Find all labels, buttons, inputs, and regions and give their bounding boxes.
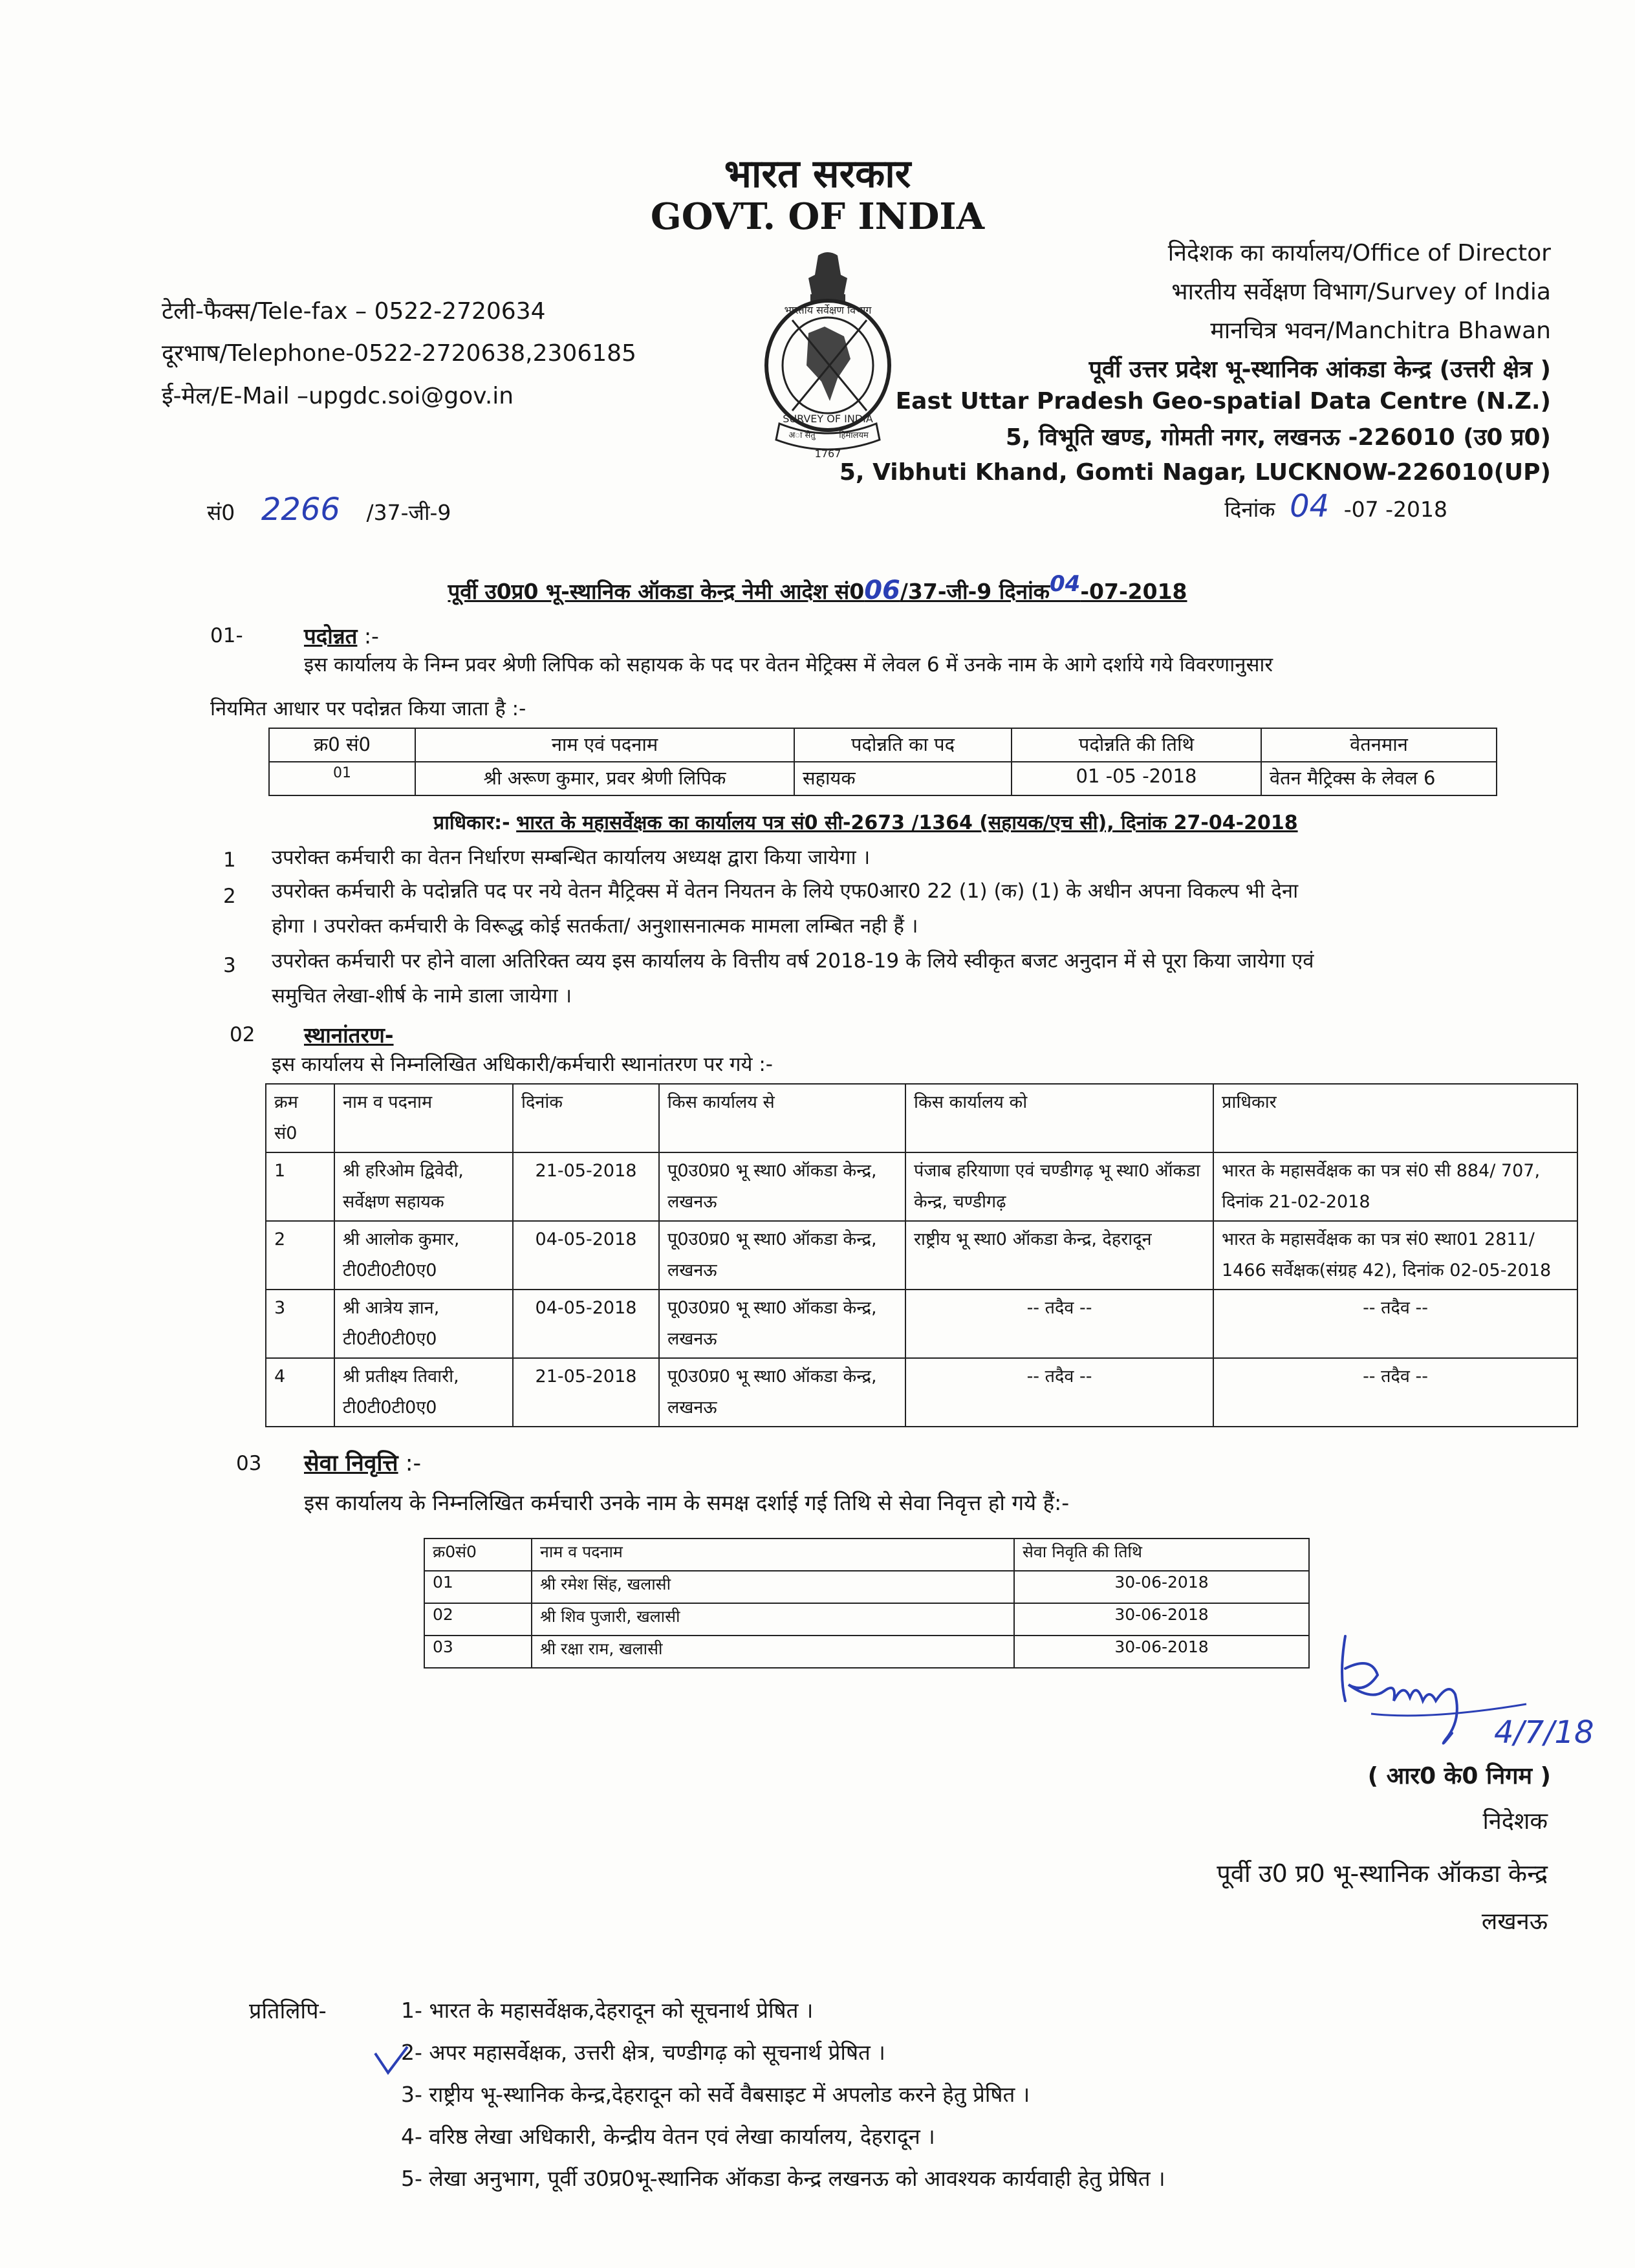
section3-number: 03 xyxy=(236,1452,262,1475)
signatory-designation: निदेशक xyxy=(1482,1808,1548,1835)
copy-to-item-4: 4- वरिष्ठ लेखा अधिकारी, केन्द्रीय वेतन एवं लेखा कार्यालय, देहरादून । xyxy=(401,2124,935,2149)
cell-sno: 2 xyxy=(266,1221,334,1290)
point-2-text-line1: उपरोक्त कर्मचारी के पदोन्नति पद पर नये वेतन मैट्रिक्स में वेतन नियतन के लिये एफ0आर0 22 (1) (क) (1) के अधीन अपना विकल्प भी देना xyxy=(272,880,1299,903)
office-line-centre-hindi: पूर्वी उत्तर प्रदेश भू-स्थानिक आंकडा केन्द्र (उत्तरी क्षेत्र ) xyxy=(1088,356,1551,383)
cell-sno: 02 xyxy=(424,1603,532,1636)
point-1-number: 1 xyxy=(223,848,236,872)
handwritten-date: 04 xyxy=(1290,488,1330,524)
cell-sno: 3 xyxy=(266,1290,334,1358)
section1-intro-line1: इस कार्यालय के निम्न प्रवर श्रेणी लिपिक को सहायक के पद पर वेतन मेट्रिक्स में लेवल 6 में उनके नाम के आगे दर्शाये गये विवरणानुसार xyxy=(304,653,1273,676)
table-header-row xyxy=(424,1539,1309,1571)
table-row xyxy=(266,1221,1577,1290)
order-heading: पूर्वी उ0प्र0 भू-स्थानिक ऑकडा केन्द्र नेमी आदेश सं006/37-जी-9 दिनांक$^{04}$-07-2018 xyxy=(448,571,1187,605)
cell-sno: 01 xyxy=(424,1571,532,1603)
point-3-text-line1: उपरोक्त कर्मचारी पर होने वाला अतिरिक्त व्यय इस कार्यालय के वित्तीय वर्ष 2018-19 के लिये स्वीकृत बजट अनुदान में से पूरा किया जायेगा एवं xyxy=(272,949,1314,973)
cell-name: श्री प्रतीक्ष्य तिवारी, टी0टी0टी0ए0 xyxy=(334,1358,513,1427)
header-authority: प्राधिकार xyxy=(1213,1084,1577,1152)
cell-to: राष्ट्रीय भू स्था0 ऑकडा केन्द्र, देहरादून xyxy=(905,1221,1213,1290)
table-row xyxy=(424,1571,1309,1603)
office-line-director: निदेशक का कार्यालय/Office of Director xyxy=(1167,240,1551,266)
cell-sno: 4 xyxy=(266,1358,334,1427)
header-pay: वेतनमान xyxy=(1261,728,1497,762)
cell-name: श्री अरूण कुमार, प्रवर श्रेणी लिपिक xyxy=(415,762,794,795)
cell-name: श्री शिव पुजारी, खलासी xyxy=(532,1603,1014,1636)
emblem-motto-1: अा सेतु xyxy=(788,431,816,440)
cell-authority: -- तदैव -- xyxy=(1213,1358,1577,1427)
table-row xyxy=(266,1358,1577,1427)
contact-email: ई-मेल/E-Mail –upgdc.soi@gov.in xyxy=(162,383,514,409)
point-3-text-line2: समुचित लेखा-शीर्ष के नामे डाला जायेगा । xyxy=(272,984,572,1008)
copy-to-item-5: 5- लेखा अनुभाग, पूर्वी उ0प्र0भू-स्थानिक ऑकडा केन्द्र लखनऊ को आवश्यक कार्यवाही हेतु प्रेषित । xyxy=(401,2166,1165,2191)
cell-to: -- तदैव -- xyxy=(905,1358,1213,1427)
emblem-hindi-text: भारतीय सर्वेक्षण विभाग xyxy=(784,304,872,316)
header-date: दिनांक xyxy=(513,1084,659,1152)
office-line-survey: भारतीय सर्वेक्षण विभाग/Survey of India xyxy=(1171,279,1551,305)
office-line-address-hindi: 5, विभूति खण्ड, गोमती नगर, लखनऊ -226010 (उ0 प्र0) xyxy=(1005,424,1551,451)
office-line-centre-english: East Uttar Pradesh Geo-spatial Data Centre (N.Z.) xyxy=(895,388,1551,415)
cell-to: -- तदैव -- xyxy=(905,1290,1213,1358)
cell-sno: 1 xyxy=(266,1152,334,1221)
section2-heading: स्थानांतरण- xyxy=(304,1022,394,1048)
header-name: नाम व पदनाम xyxy=(334,1084,513,1152)
cell-name: श्री आलोक कुमार, टी0टी0टी0ए0 xyxy=(334,1221,513,1290)
signature-date: 4/7/18 xyxy=(1494,1714,1594,1751)
cell-post: सहायक xyxy=(794,762,1012,795)
table-row xyxy=(266,1152,1577,1221)
header-sno: क्रम सं0 xyxy=(266,1084,334,1152)
section1-heading: पदोन्नत :- xyxy=(304,623,379,649)
cell-pay: वेतन मैट्रिक्स के लेवल 6 xyxy=(1261,762,1497,795)
survey-of-india-emblem xyxy=(747,249,909,469)
signatory-name: ( आर0 के0 निगम ) xyxy=(1367,1763,1551,1789)
section1-intro-line2: नियमित आधार पर पदोन्नत किया जाता है :- xyxy=(210,697,526,720)
signatory-city: लखनऊ xyxy=(1481,1908,1548,1935)
cell-authority: भारत के महासर्वेक्षक का पत्र सं0 स्था01 2811/ 1466 सर्वेक्षक(संग्रह 42), दिनांक 02-05-2018 xyxy=(1213,1221,1577,1290)
header-sno: क्र0 सं0 xyxy=(269,728,415,762)
section1-number: 01- xyxy=(210,624,243,647)
copy-to-label: प्रतिलिपि- xyxy=(249,1998,327,2024)
emblem-year: 1767 xyxy=(814,448,841,460)
header-name: नाम एवं पदनाम xyxy=(415,728,794,762)
retirement-table xyxy=(424,1538,1310,1669)
cell-date: 04-05-2018 xyxy=(513,1221,659,1290)
cell-sno: 03 xyxy=(424,1636,532,1668)
table-row xyxy=(424,1603,1309,1636)
handwritten-order-number: 06 xyxy=(864,576,900,605)
table-header-row xyxy=(269,728,1497,762)
cell-to: पंजाब हरियाणा एवं चण्डीगढ़ भू स्था0 ऑकडा केन्द्र, चण्डीगढ़ xyxy=(905,1152,1213,1221)
cell-authority: भारत के महासर्वेक्षक का पत्र सं0 सी 884/ 707, दिनांक 21-02-2018 xyxy=(1213,1152,1577,1221)
copy-to-item-2: 2- अपर महासर्वेक्षक, उत्तरी क्षेत्र, चण्डीगढ़ को सूचनार्थ प्रेषित । xyxy=(401,2040,885,2065)
cell-date: 01 -05 -2018 xyxy=(1012,762,1261,795)
point-1-text: उपरोक्त कर्मचारी का वेतन निर्धारण सम्बन्धित कार्यालय अध्यक्ष द्वारा किया जायेगा । xyxy=(272,846,871,869)
cell-authority: -- तदैव -- xyxy=(1213,1290,1577,1358)
section1-authority: प्राधिकार:- भारत के महासर्वेक्षक का कार्यालय पत्र सं0 सी-2673 /1364 (सहायक/एच सी), दिनांक 27-04-2018 xyxy=(433,812,1298,834)
english-title: GOVT. OF INDIA xyxy=(650,195,985,238)
header-sno: क्र0सं0 xyxy=(424,1539,532,1571)
cell-name: श्री रमेश सिंह, खलासी xyxy=(532,1571,1014,1603)
header-retire-date: सेवा निवृति की तिथि xyxy=(1014,1539,1309,1571)
issue-date: दिनांक 04 -07 -2018 xyxy=(1224,488,1447,524)
contact-telephone: दूरभाष/Telephone-0522-2720638,2306185 xyxy=(162,340,636,367)
cell-date: 21-05-2018 xyxy=(513,1152,659,1221)
promotion-table xyxy=(268,728,1497,796)
contact-telefax: टेली-फैक्स/Tele-fax – 0522-2720634 xyxy=(162,298,546,325)
cell-from: पू0उ0प्र0 भू स्था0 ऑकडा केन्द्र, लखनऊ xyxy=(659,1290,905,1358)
header-to-office: किस कार्यालय को xyxy=(905,1084,1213,1152)
cell-date: 21-05-2018 xyxy=(513,1358,659,1427)
section2-intro: इस कार्यालय से निम्नलिखित अधिकारी/कर्मचारी स्थानांतरण पर गये :- xyxy=(272,1053,773,1076)
cell-date: 04-05-2018 xyxy=(513,1290,659,1358)
section3-intro: इस कार्यालय के निम्नलिखित कर्मचारी उनके नाम के समक्ष दर्शाई गई तिथि से सेवा निवृत्त हो गये हैं:- xyxy=(304,1490,1070,1515)
cell-from: पू0उ0प्र0 भू स्था0 ऑकडा केन्द्र, लखनऊ xyxy=(659,1221,905,1290)
point-2-number: 2 xyxy=(223,885,236,908)
cell-from: पू0उ0प्र0 भू स्था0 ऑकडा केन्द्र, लखनऊ xyxy=(659,1152,905,1221)
cell-name: श्री आत्रेय ज्ञान, टी0टी0टी0ए0 xyxy=(334,1290,513,1358)
transfer-table xyxy=(265,1083,1578,1427)
point-3-number: 3 xyxy=(223,954,236,977)
cell-name: श्री रक्षा राम, खलासी xyxy=(532,1636,1014,1668)
header-date: पदोन्नति की तिथि xyxy=(1012,728,1261,762)
point-2-text-line2: होगा । उपरोक्त कर्मचारी के विरूद्ध कोई सतर्कता/ अनुशासनात्मक मामला लम्बित नही हैं । xyxy=(272,914,918,938)
emblem-motto-2: हिमालयम xyxy=(839,431,869,440)
copy-to-item-3: 3- राष्ट्रीय भू-स्थानिक केन्द्र,देहरादून को सर्वे वैबसाइट में अपलोड करने हेतु प्रेषित । xyxy=(401,2082,1030,2107)
signatory-office: पूर्वी उ0 प्र0 भू-स्थानिक ऑकडा केन्द्र xyxy=(1217,1859,1548,1888)
emblem-english-text: SURVEY OF INDIA xyxy=(783,413,873,425)
cell-retire-date: 30-06-2018 xyxy=(1014,1603,1309,1636)
cell-retire-date: 30-06-2018 xyxy=(1014,1571,1309,1603)
reference-number: सं0 2266 /37-जी-9 xyxy=(207,491,451,528)
office-line-bhawan: मानचित्र भवन/Manchitra Bhawan xyxy=(1210,318,1551,344)
section2-number: 02 xyxy=(230,1023,255,1046)
office-line-address-english: 5, Vibhuti Khand, Gomti Nagar, LUCKNOW-226010(UP) xyxy=(839,459,1551,486)
cell-from: पू0उ0प्र0 भू स्था0 ऑकडा केन्द्र, लखनऊ xyxy=(659,1358,905,1427)
cell-name: श्री हरिओम द्विवेदी, सर्वेक्षण सहायक xyxy=(334,1152,513,1221)
handwritten-order-date: 04 xyxy=(1050,571,1081,597)
header-post: पदोन्नति का पद xyxy=(794,728,1012,762)
cell-sno: 01 xyxy=(269,762,415,795)
table-row xyxy=(424,1636,1309,1668)
header-name: नाम व पदनाम xyxy=(532,1539,1014,1571)
section3-heading: सेवा निवृत्ति :- xyxy=(304,1451,422,1476)
director-signature xyxy=(1332,1630,1604,1772)
cell-retire-date: 30-06-2018 xyxy=(1014,1636,1309,1668)
header-from-office: किस कार्यालय से xyxy=(659,1084,905,1152)
handwritten-ref-number: 2266 xyxy=(261,491,340,528)
copy-to-item-1: 1- भारत के महासर्वेक्षक,देहरादून को सूचनार्थ प्रेषित । xyxy=(401,1998,814,2023)
table-header-row xyxy=(266,1084,1577,1152)
table-row xyxy=(269,762,1497,795)
table-row xyxy=(266,1290,1577,1358)
hindi-title: भारत सरकार xyxy=(724,151,911,197)
